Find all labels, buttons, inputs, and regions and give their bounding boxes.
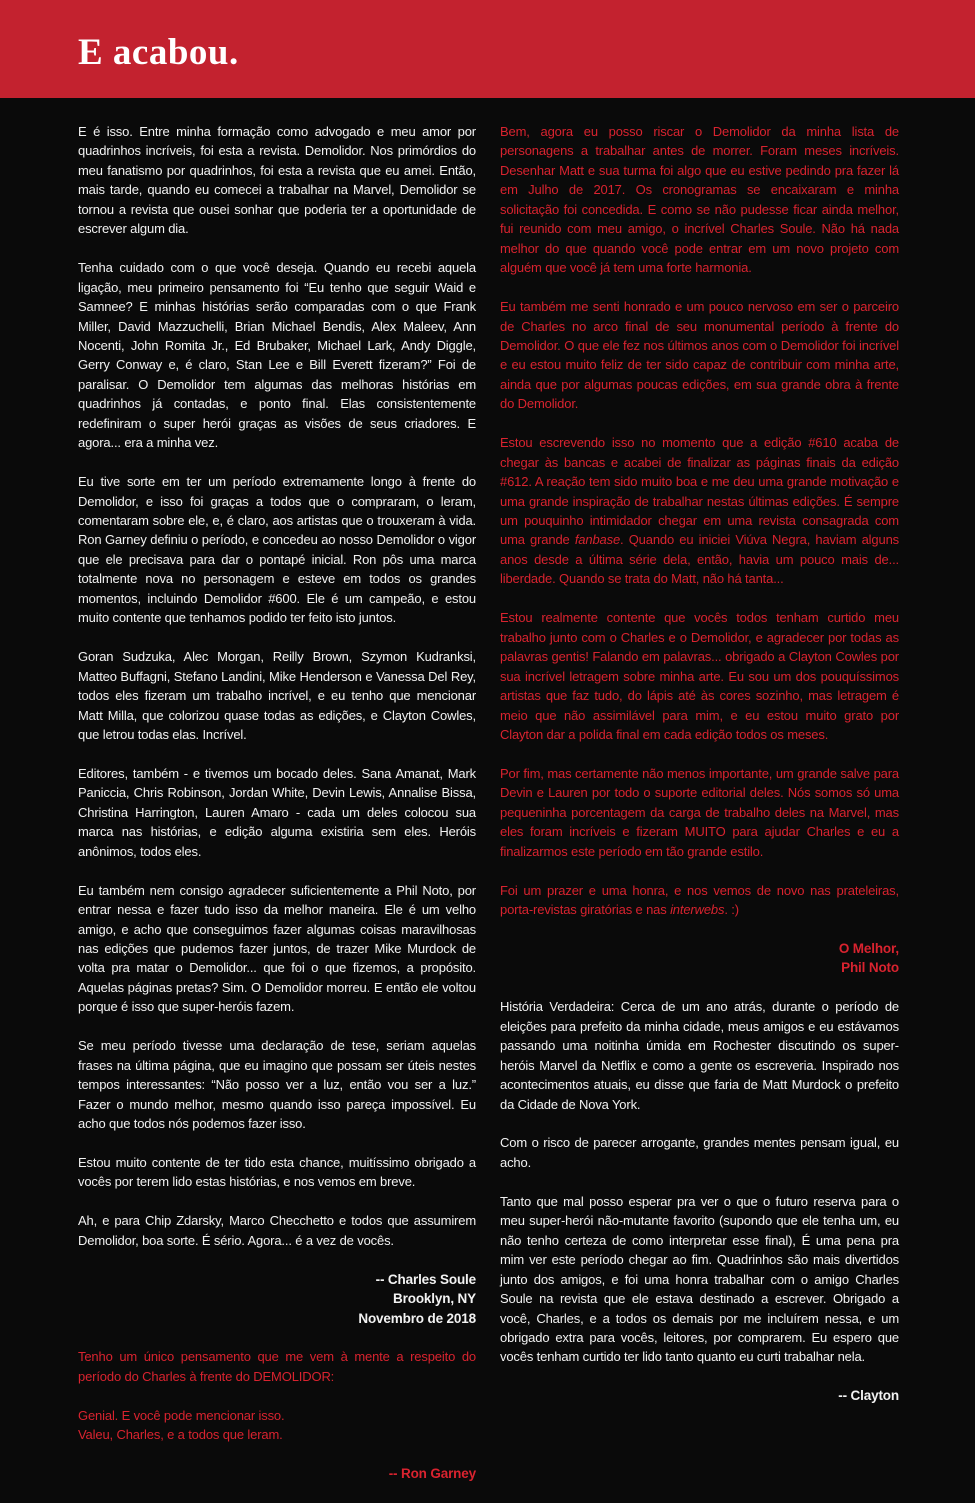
text-run: Estou escrevendo isso no momento que a edição #610 acaba de chegar às bancas e acabei de finalizar as páginas finais da edição #612. A reação tem sido muito boa e me deu uma grande motivação e uma grande inspiração de trabalhar nestas últimas edições. É sempre um pouquinho intimidador chegar em uma revista consagrada com uma grande	[500, 435, 899, 548]
noto-paragraph: Estou realmente contente que vocês todos tenham curtido meu trabalho junto com o Charles e o Demolidor, e agradecer por todas as palavras gentis! Falando em palavras... obrigado a Clayton Cowles por sua incrível letragem sobre minha arte. Eu sou um dos pouquíssimos artistas que faz tudo, do lápis até às cores sozinho, mas letragem é meio que não assimilável para mim, e eu estou muito grato por Clayton dar a polida final em cada edição todos os meses.	[500, 610, 899, 742]
text-run: . :)	[724, 902, 739, 918]
noto-paragraph: Por fim, mas certamente não menos importante, um grande salve para Devin e Lauren por todo o suporte editorial deles. Nós somos só uma pequeninha porcentagem da carga de trabalho deles na Marvel, mas eles foram incríveis e fizeram MUITO para ajudar Charles e eu a finalizarmos este período em tão grande estilo.	[500, 765, 899, 859]
garney-paragraph: Tenho um único pensamento que me vem à mente a respeito do período do Charles à frente do DEMOLIDOR:	[78, 1349, 476, 1384]
signature-line: O Melhor,	[838, 940, 899, 956]
clayton-paragraph: Tanto que mal posso esperar pra ver o que o futuro reserva para o meu super-herói não-mutante favorito (supondo que ele tenha um, eu não tenho certeza de como interpretar esse final), É uma pena pra mim ver este período chegar ao fim. Quadrinhos são mais divertidos junto dos amigos, e foi uma honra trabalhar com o amigo Charles Soule na revista que ele estava destinado a escrever. Obrigado a você, Charles, e a todos os demais por me incluírem nessa, e um obrigado extra para vocês, leitores, por comprarem. Eu espero que vocês tenham curtido ter lido tanto quanto eu curti trabalhar nela.	[500, 1193, 899, 1365]
noto-paragraph	[500, 881, 899, 920]
left-column	[78, 122, 476, 1503]
soule-signature	[78, 1270, 476, 1328]
text-run: . Quando eu iniciei Viúva Negra, haviam alguns anos desde a última série dela, então, havia um pouco mais de... liberdade. Quando se trata do Matt, não há tanta...	[500, 532, 899, 587]
signature-line: Brooklyn, NY	[393, 1291, 476, 1307]
signature-line: -- Charles Soule	[375, 1271, 476, 1287]
soule-paragraph: Eu tive sorte em ter um período extremamente longo à frente do Demolidor, e isso foi graças a todos que o compraram, o leram, comentaram sobre ele, e, é claro, aos artistas que o trouxeram à vida. Ron Garney definiu o período, e concedeu ao nosso Demolidor o vigor que ele precisava para dar o pontapé inicial. Ron pôs uma marca totalmente nova no personagem e esteve em todos os grandes momentos, incluindo Demolidor #600. Ele é um campeão, e estou muito contente que tenhamos podido ter feito isto juntos.	[78, 474, 476, 626]
page-title: E acabou.	[78, 32, 239, 73]
soule-paragraph: Goran Sudzuka, Alec Morgan, Reilly Brown, Szymon Kudranksi, Matteo Buffagni, Stefano Landini, Mike Henderson e Vanessa Del Rey, todos eles fizeram um trabalho incrível, e eu tenho que mencionar Matt Milla, que colorizou quase todas as edições, e Clayton Cowles, que letrou todas elas. Incrível.	[78, 649, 476, 742]
soule-paragraph: Se meu período tivesse uma declaração de tese, seriam aquelas frases na última página, que eu imagino que possam ser úteis nestes tempos interessantes: “Não posso ver a luz, então vou ser a luz.” Fazer o mundo melhor, mesmo quando isso pareça impossível. Eu acho que todos nós podemos fazer isso.	[78, 1038, 476, 1132]
soule-paragraph: Estou muito contente de ter tido esta chance, muitíssimo obrigado a vocês por terem lido estas histórias, e nos vemos em breve.	[78, 1154, 476, 1190]
garney-paragraph: Valeu, Charles, e a todos que leram.	[78, 1427, 283, 1443]
noto-signature	[500, 939, 899, 978]
emphasis: interwebs	[670, 902, 725, 918]
clayton-paragraph: História Verdadeira: Cerca de um ano atrás, durante o período de eleições para prefeito da minha cidade, meus amigos e eu estávamos passando uma noitinha úmida em Rochester discutindo os super-heróis Marvel da Netflix e como a gente os escreveria. Inspirado nos acontecimentos atuais, eu disse que faria de Matt Murdock o prefeito da Cidade de Nova York.	[500, 999, 899, 1112]
soule-paragraph: Eu também nem consigo agradecer suficientemente a Phil Noto, por entrar nessa e fazer tudo isso da melhor maneira. Ele é um velho amigo, e acho que conseguimos fazer algumas coisas maravilhosas nas edições que pudemos fazer juntos, de trazer Mike Murdock de volta pra matar o Demolidor... que foi o que fizemos, a propósito. Aquelas páginas pretas? Sim. O Demolidor morreu. E então ele voltou porque é isso que super-heróis fazem.	[78, 882, 476, 1015]
noto-paragraph: Bem, agora eu posso riscar o Demolidor da minha lista de personagens a trabalhar antes de morrer. Foram meses incríveis. Desenhar Matt e sua turma foi algo que eu estive pedindo pra fazer lá em Julho de 2017. Os cronogramas se encaixaram e minha solicitação foi concedida. E como se não pudesse ficar ainda melhor, fui reunido com meu amigo, o incrível Charles Soule. Não há nada melhor do que quando você pode entrar em um novo projeto com alguém que você já tem uma forte harmonia.	[500, 124, 899, 276]
text-run: Foi um prazer e uma honra, e nos vemos de novo nas prateleiras, porta-revistas giratórias e nas	[500, 882, 899, 918]
signature-line: -- Clayton	[838, 1388, 899, 1404]
soule-paragraph: E é isso. Entre minha formação como advogado e meu amor por quadrinhos incríveis, foi esta a revista. Demolidor. Nos primórdios do meu fanatismo por quadrinhos, foi esta a revista que eu amei. Então, mais tarde, quando eu comecei a trabalhar na Marvel, Demolidor se tornou a revista que ousei sonhar que poderia ter a oportunidade de escrever algum dia.	[78, 124, 476, 237]
garney-paragraph: Genial. E você pode mencionar isso.	[78, 1407, 285, 1423]
clayton-paragraph: Com o risco de parecer arrogante, grandes mentes pensam igual, eu acho.	[500, 1135, 899, 1170]
soule-paragraph: Ah, e para Chip Zdarsky, Marco Checchetto e todos que assumirem Demolidor, boa sorte. É sério. Agora... é a vez de vocês.	[78, 1213, 476, 1248]
clayton-signature	[500, 1386, 899, 1405]
emphasis: fanbase	[574, 532, 621, 548]
signature-line: Phil Noto	[841, 960, 899, 976]
title-banner	[0, 0, 975, 98]
noto-paragraph: Eu também me senti honrado e um pouco nervoso em ser o parceiro de Charles no arco final de seu monumental período à frente do Demolidor. O que ele fez nos últimos anos com o Demolidor foi incrível e eu estou muito feliz de ter sido capaz de contribuir com minha arte, ainda que por algumas poucas edições, em sua grande obra à frente do Demolidor.	[500, 299, 899, 412]
soule-paragraph: Tenha cuidado com o que você deseja. Quando eu recebi aquela ligação, meu primeiro pensamento foi “Eu tenho que seguir Waid e Samnee? E minhas histórias serão comparadas com o que Frank Miller, David Mazzuchelli, Brian Michael Bendis, Alex Maleev, Ann Nocenti, John Romita Jr., Ed Brubaker, Michael Lark, Andy Diggle, Gerry Conway e, é claro, Stan Lee e Bill Everett fizeram?” Foi de paralisar. O Demolidor tem algumas das melhoras histórias em quadrinhos já contadas, e ponto final. Elas consistentemente redefiniram o super herói graças as visões de seus criadores. E agora... era a minha vez.	[78, 260, 476, 451]
garney-signature	[78, 1464, 476, 1483]
signature-line: Novembro de 2018	[358, 1310, 476, 1326]
noto-paragraph	[500, 433, 899, 589]
signature-line: -- Ron Garney	[388, 1466, 476, 1482]
right-column	[500, 122, 899, 1425]
soule-paragraph: Editores, também - e tivemos um bocado deles. Sana Amanat, Mark Paniccia, Chris Robinson, Jordan White, Devin Lewis, Annalise Bissa, Christina Harrington, Lauren Amaro - cada um deles colocou sua marca nas histórias, e edição alguma existiria sem eles. Heróis anônimos, todos eles.	[78, 765, 476, 859]
